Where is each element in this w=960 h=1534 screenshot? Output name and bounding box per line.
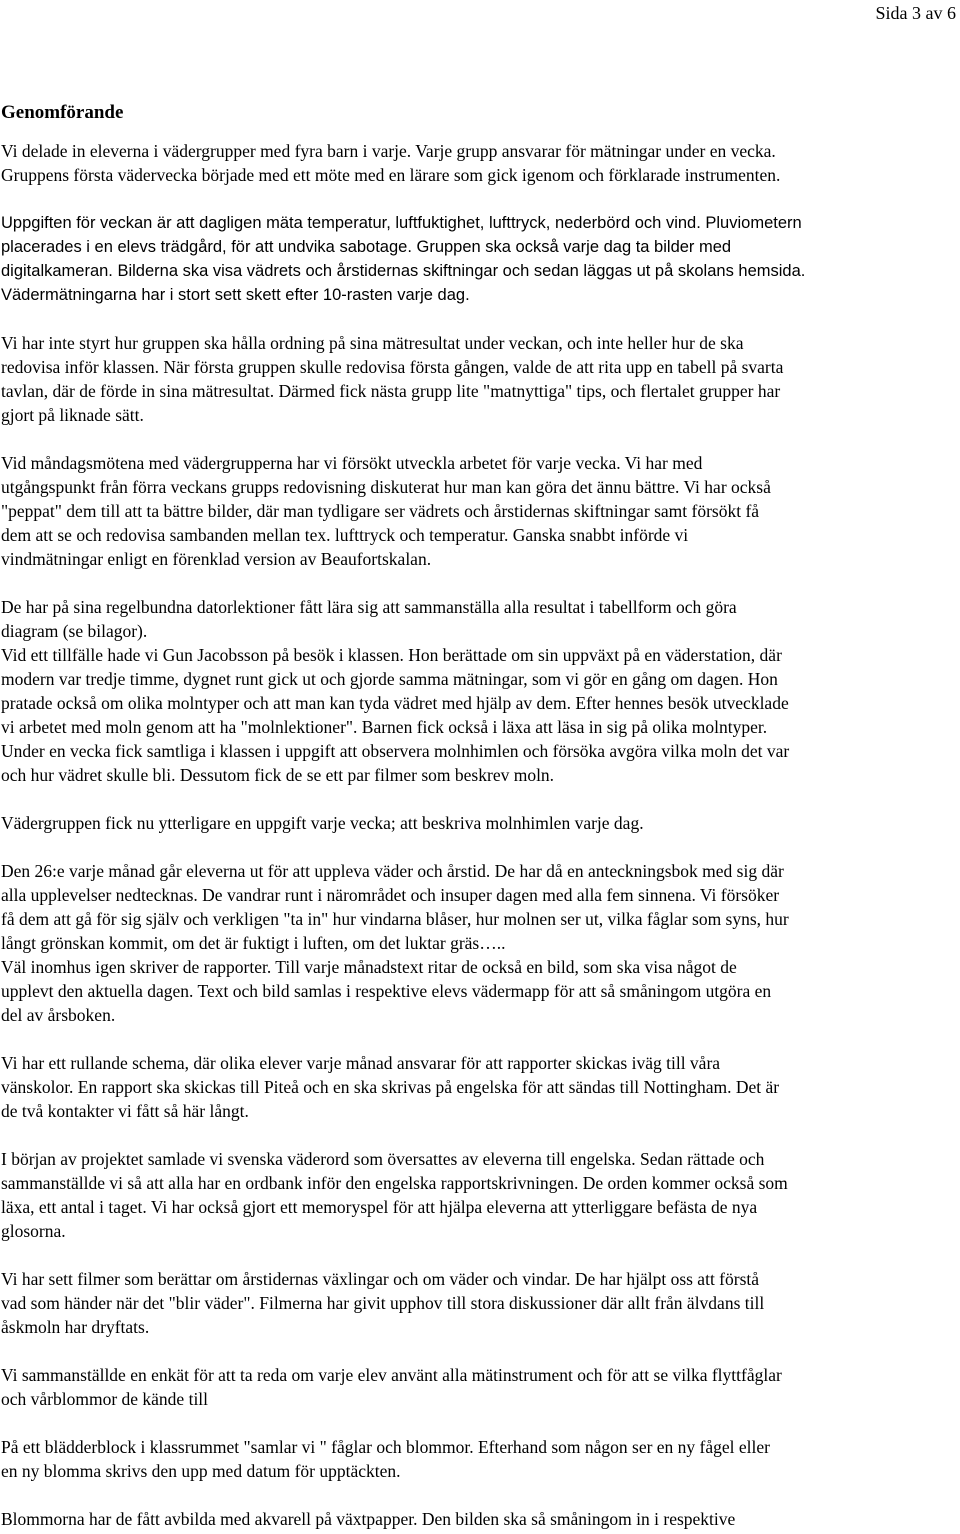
paragraph-task: Uppgiften för veckan är att dagligen mäta temperatur, luftfuktighet, lufttryck, nederbörd och vind. Pluviometern placerades i en elevs trädgård, för att undvika sabotage. Gruppen ska också varje dag ta bilder med digitalkameran. Bilderna ska visa vädrets och årstidernas skiftningar och sedan läggas ut på skolans hemsida. Vädermätningarna har i stort sett skett efter 10-rasten varje dag. xyxy=(1,214,806,304)
paragraph-reports-schedule: Vi har ett rullande schema, där olika elever varje månad ansvarar för att rapporter skickas iväg till våra vänskolor. En rapport ska skickas till Piteå och en ska skrivas på engelska för att sändas till Nottingham. Det är de två kontakter vi fått så här långt. xyxy=(1,1053,780,1121)
section-heading: Genomförande xyxy=(1,102,124,123)
paragraph-watercolor: Blommorna har de fått avbilda med akvarell på växtpapper. Den bilden ska så småningom in i respektive xyxy=(1,1509,736,1529)
paragraph-cloud-task: Vädergruppen fick nu ytterligare en uppgift varje vecka; att beskriva molnhimlen varje dag. xyxy=(1,813,644,833)
paragraph-computer-lessons: De har på sina regelbundna datorlektioner fått lära sig att sammanställa alla resultat i tabellform och göra diagram (se bilagor). Vid ett tillfälle hade vi Gun Jacobsson på besök i klassen. Hon berättade om sin uppväxt på en väderstation, där modern var tredje timme, dygnet runt gick ut och gjorde samma mätningar, som vi gör en gång om dagen. Hon pratade också om olika molntyper och att man kan tyda vädret med hjälp av dem. Efter hennes besök utvecklade vi arbetet med moln genom att ha "molnlektioner". Barnen fick också i läxa att läsa in sig på olika molntyper. Under en vecka fick samtliga i klassen i uppgift att observera molnhimlen och försöka avgöra vilka moln det var och hur vädret skulle bli. Dessutom fick de se ett par filmer som beskrev moln. xyxy=(1,597,790,785)
paragraph-groups: Vi delade in eleverna i vädergrupper med fyra barn i varje. Varje grupp ansvarar för mätningar under en vecka. Gruppens första vädervecka började med ett möte med en lärare som gick igenom och förklarade instrumenten. xyxy=(1,141,781,185)
paragraph-films: Vi har sett filmer som berättar om årstidernas växlingar och om väder och vindar. De har hjälpt oss att förstå vad som händer när det "blir väder". Filmerna har givit upphov till stora diskussioner där allt från älvdans till åskmoln har dryftats. xyxy=(1,1269,765,1337)
document-body xyxy=(1,101,959,1531)
paragraph-survey: Vi sammanställde en enkät för att ta reda om varje elev använt alla mätinstrument och för att se vilka flyttfåglar och vårblommor de kände till xyxy=(1,1365,782,1409)
paragraph-monday-meetings: Vid måndagsmötena med vädergrupperna har vi försökt utveckla arbetet för varje vecka. Vi har med utgångspunkt från förra veckans grupps redovisning diskuterat hur man kan göra det ännu bättre. Vi har också "peppat" dem till att ta bättre bilder, där man tydligare ser vädrets och årstidernas skiftningar samt försökt få dem att se och redovisa sambanden mellan tex. lufttryck och temperatur. Ganska snabbt införde vi vindmätningar enligt en förenklad version av Beaufortskalan. xyxy=(1,453,771,569)
paragraph-monthly-walk: Den 26:e varje månad går eleverna ut för att uppleva väder och årstid. De har då en anteckningsbok med sig där alla upplevelser nedtecknas. De vandrar runt i närområdet och insuper dagen med alla fem sinnena. Vi försöker få dem att gå för sig själv och verkligen "ta in" hur vindarna blåser, hur molnen ser ut, vilka fåglar som syns, hur långt grönskan kommit, om det är fuktigt i luften, om det luktar gräs….. Väl inomhus igen skriver de rapporter. Till varje månadstext ritar de också en bild, som ska visa något de upplevt den aktuella dagen. Text och bild samlas i respektive elevs vädermapp för att så småningom utgöra en del av årsboken. xyxy=(1,861,789,1025)
page-number: Sida 3 av 6 xyxy=(875,3,956,23)
paragraph-recording: Vi har inte styrt hur gruppen ska hålla ordning på sina mätresultat under veckan, och inte heller hur de ska redovisa inför klassen. När första gruppen skulle redovisa första gången, valde de att rita upp en tabell på svarta tavlan, där de förde in sina mätresultat. Därmed fick nästa grupp lite "matnyttiga" tips, och flertalet grupper har gjort på liknade sätt. xyxy=(1,333,784,425)
paragraph-flipchart: På ett blädderblock i klassrummet "samlar vi " fåglar och blommor. Efterhand som någon ser en ny fågel eller en ny blomma skrivs den upp med datum för upptäckten. xyxy=(1,1437,770,1481)
paragraph-weather-words: I början av projektet samlade vi svenska väderord som översattes av eleverna till engelska. Sedan rättade och sammanställde vi så att alla har en ordbank inför den engelska rapportskrivningen. De orden kommer också som läxa, ett antal i taget. Vi har också gjort ett memoryspel för att hjälpa eleverna att ytterliggare befästa de nya glosorna. xyxy=(1,1149,788,1241)
